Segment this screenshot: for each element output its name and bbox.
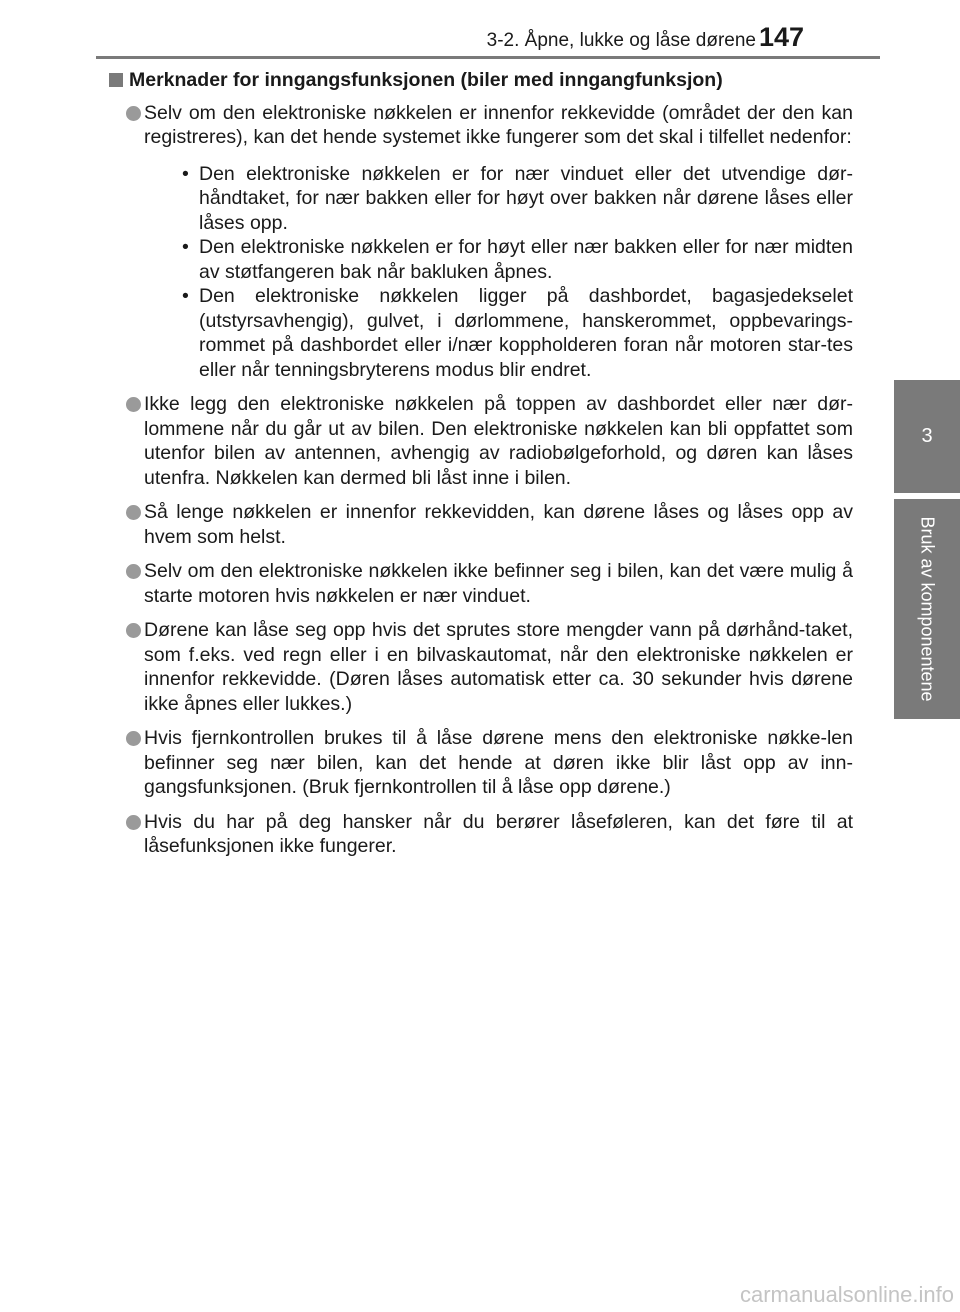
list-item-text: Hvis du har på deg hansker når du berører låseføleren, kan det føre til at låsefunksjonen ikke fungerer. [144, 810, 853, 857]
list-item-text: Dørene kan låse seg opp hvis det sprutes store mengder vann på dørhånd-taket, som f.eks. ved regn eller i en bilvaskautomat, når den elektroniske nøkkelen er innenfor rekkevidde. (Døren låses automatisk etter ca. 30 sekunder hvis dørene ikke åpnes eller lukkes.) [144, 619, 853, 715]
header-rule [96, 56, 880, 59]
main-content [109, 68, 853, 869]
list-item-text: Selv om den elektroniske nøkkelen ikke befinner seg i bilen, kan det være mulig å starte motoren hvis nøkkelen er nær vinduet. [144, 560, 853, 607]
circle-bullet-icon [126, 505, 141, 520]
chapter-label-tab [894, 499, 960, 719]
list-item-text: Selv om den elektroniske nøkkelen er innenfor rekkevidde (området der den kan registreres), kan det hende systemet ikke fungerer som det skal i tilfellet nedenfor: [144, 101, 853, 148]
list-item-text: Hvis fjernkontrollen brukes til å låse dørene mens den elektroniske nøkke-len befinner seg nær bilen, kan det hende at døren ikke blir låst opp av inn-gangsfunksjonen. (Bruk fjernkontrollen til å låse opp dørene.) [144, 727, 853, 798]
list-item [109, 392, 853, 490]
notes-heading [109, 68, 853, 93]
sub-list-item [144, 162, 853, 236]
circle-bullet-icon [126, 106, 141, 121]
list-item [109, 559, 853, 608]
sub-list-item-text: Den elektroniske nøkkelen er for nær vinduet eller det utvendige dør-håndtaket, for nær bakken eller for høyt over bakken når dørene låses eller låses opp. [199, 162, 853, 234]
watermark-link[interactable]: carmanualsonline.info [739, 1282, 954, 1307]
chapter-number-tab: 3 [894, 380, 960, 493]
sub-list [144, 162, 853, 383]
circle-bullet-icon [126, 815, 141, 830]
circle-bullet-icon [126, 564, 141, 579]
page-number: 147 [758, 22, 804, 52]
list-item-text: Ikke legg den elektroniske nøkkelen på toppen av dashbordet eller nær dør-lommene når du går ut av bilen. Den elektroniske nøkkelen kan bli oppfattet som utenfor bilen av antennen, avhengig av radiobølgeforhold, og døren kan låses utenfra. Nøkkelen kan dermed bli låst inne i bilen. [144, 393, 853, 489]
page-header [0, 0, 880, 60]
dot-bullet-icon: • [182, 285, 189, 307]
sub-list-item-text: Den elektroniske nøkkelen ligger på dashbordet, bagasjedekselet (utstyrsavhengig), gulvet, i dørlommene, hanskerommet, oppbevarings-rommet på dashbordet eller i/nær koppholderen foran når motoren star-tes eller når tenningsbryterens modus blir endret. [199, 285, 853, 381]
list-item [109, 500, 853, 549]
list-item [109, 618, 853, 716]
chapter-label: Bruk av komponentene [917, 516, 938, 702]
square-bullet-icon [109, 73, 123, 87]
section-title: 3-2. Åpne, lukke og låse dørene [486, 30, 756, 51]
sub-list-item [144, 284, 853, 382]
dot-bullet-icon: • [182, 162, 189, 185]
notes-heading-text: Merknader for inngangsfunksjonen (biler med inngangfunksjon) [129, 69, 723, 91]
sub-list-item-text: Den elektroniske nøkkelen er for høyt eller nær bakken eller for nær midten av støtfangeren bak når bakluken åpnes. [199, 236, 853, 283]
circle-bullet-icon [126, 731, 141, 746]
dot-bullet-icon: • [182, 236, 189, 258]
list-item-text: Så lenge nøkkelen er innenfor rekkevidden, kan dørene låses og låses opp av hvem som helst. [144, 501, 853, 548]
list-item [109, 810, 853, 859]
list-item [109, 726, 853, 800]
list-item [109, 101, 853, 383]
circle-bullet-icon [126, 623, 141, 638]
circle-bullet-icon [126, 397, 141, 412]
sub-list-item [144, 235, 853, 284]
